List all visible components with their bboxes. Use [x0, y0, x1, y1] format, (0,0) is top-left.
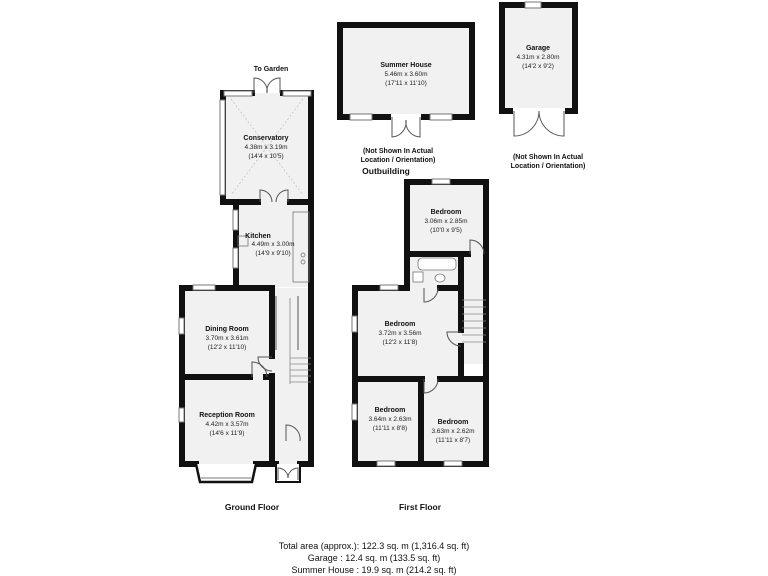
- dining-room-imperial: (12'2 x 11'10): [207, 344, 247, 351]
- outbuilding-label: Outbuilding: [362, 166, 410, 176]
- total-area: Total area (approx.): 122.3 sq. m (1,316.4 sq. ft): [278, 541, 470, 551]
- conservatory-title: Conservatory: [243, 135, 289, 142]
- reception-room-title: Reception Room: [199, 412, 255, 419]
- dining-room-title: Dining Room: [205, 326, 249, 333]
- summer-house-area: Summer House : 19.9 sq. m (214.2 sq. ft): [291, 565, 457, 575]
- garage-area: Garage : 12.4 sq. m (133.5 sq. ft): [307, 553, 441, 563]
- summer-house-title: Summer House: [380, 62, 432, 69]
- garage-imperial: (14'2 x 9'2): [522, 63, 554, 70]
- garage-metric: 4.31m x 2.80m: [516, 54, 560, 61]
- summer-house-metric: 5.46m x 3.60m: [384, 71, 428, 78]
- bedroom-top-metric: 3.06m x 2.85m: [424, 218, 468, 225]
- garage-note-1: (Not Shown In Actual: [512, 154, 584, 161]
- kitchen-imperial: (14'9 x 9'10): [255, 250, 291, 257]
- ground-floor: [179, 66, 311, 482]
- ground-floor-label: Ground Floor: [224, 502, 280, 512]
- summer-house-note-1: (Not Shown In Actual: [362, 148, 434, 155]
- kitchen-metric: 4.49m x 3.00m: [251, 241, 295, 248]
- conservatory-metric: 4.38m x 3.19m: [244, 144, 288, 151]
- bedroom-top-title: Bedroom: [430, 209, 462, 216]
- bedroom-left-title: Bedroom: [374, 407, 406, 414]
- bedroom-mid-imperial: (12'2 x 11'8): [382, 339, 418, 346]
- bedroom-left-metric: 3.64m x 2.63m: [368, 416, 412, 423]
- garage-title: Garage: [525, 45, 551, 52]
- reception-room-metric: 4.42m x 3.57m: [205, 421, 249, 428]
- first-floor-label: First Floor: [398, 502, 442, 512]
- bedroom-right-title: Bedroom: [437, 419, 469, 426]
- first-floor: [352, 179, 486, 466]
- summer-house-imperial: (17'11 x 11'10): [385, 80, 427, 87]
- bedroom-top-imperial: (10'0 x 9'5): [430, 227, 462, 234]
- conservatory-imperial: (14'4 x 10'5): [248, 153, 284, 160]
- summer-house: [340, 25, 472, 137]
- bedroom-left-imperial: (11'11 x 8'8): [372, 425, 408, 432]
- garage: [502, 2, 575, 136]
- to-garden-label: To Garden: [253, 66, 289, 73]
- reception-room-imperial: (14'6 x 11'9): [209, 430, 245, 437]
- bedroom-mid-metric: 3.72m x 3.56m: [378, 330, 422, 337]
- kitchen-title: Kitchen: [245, 233, 271, 240]
- summer-house-note-2: Location / Orientation): [360, 157, 436, 164]
- bedroom-right-metric: 3.63m x 2.62m: [431, 428, 475, 435]
- bedroom-right-imperial: (11'11 x 8'7): [435, 437, 471, 444]
- dining-room-metric: 3.70m x 3.61m: [205, 335, 249, 342]
- garage-note-2: Location / Orientation): [510, 163, 586, 170]
- bedroom-mid-title: Bedroom: [384, 321, 416, 328]
